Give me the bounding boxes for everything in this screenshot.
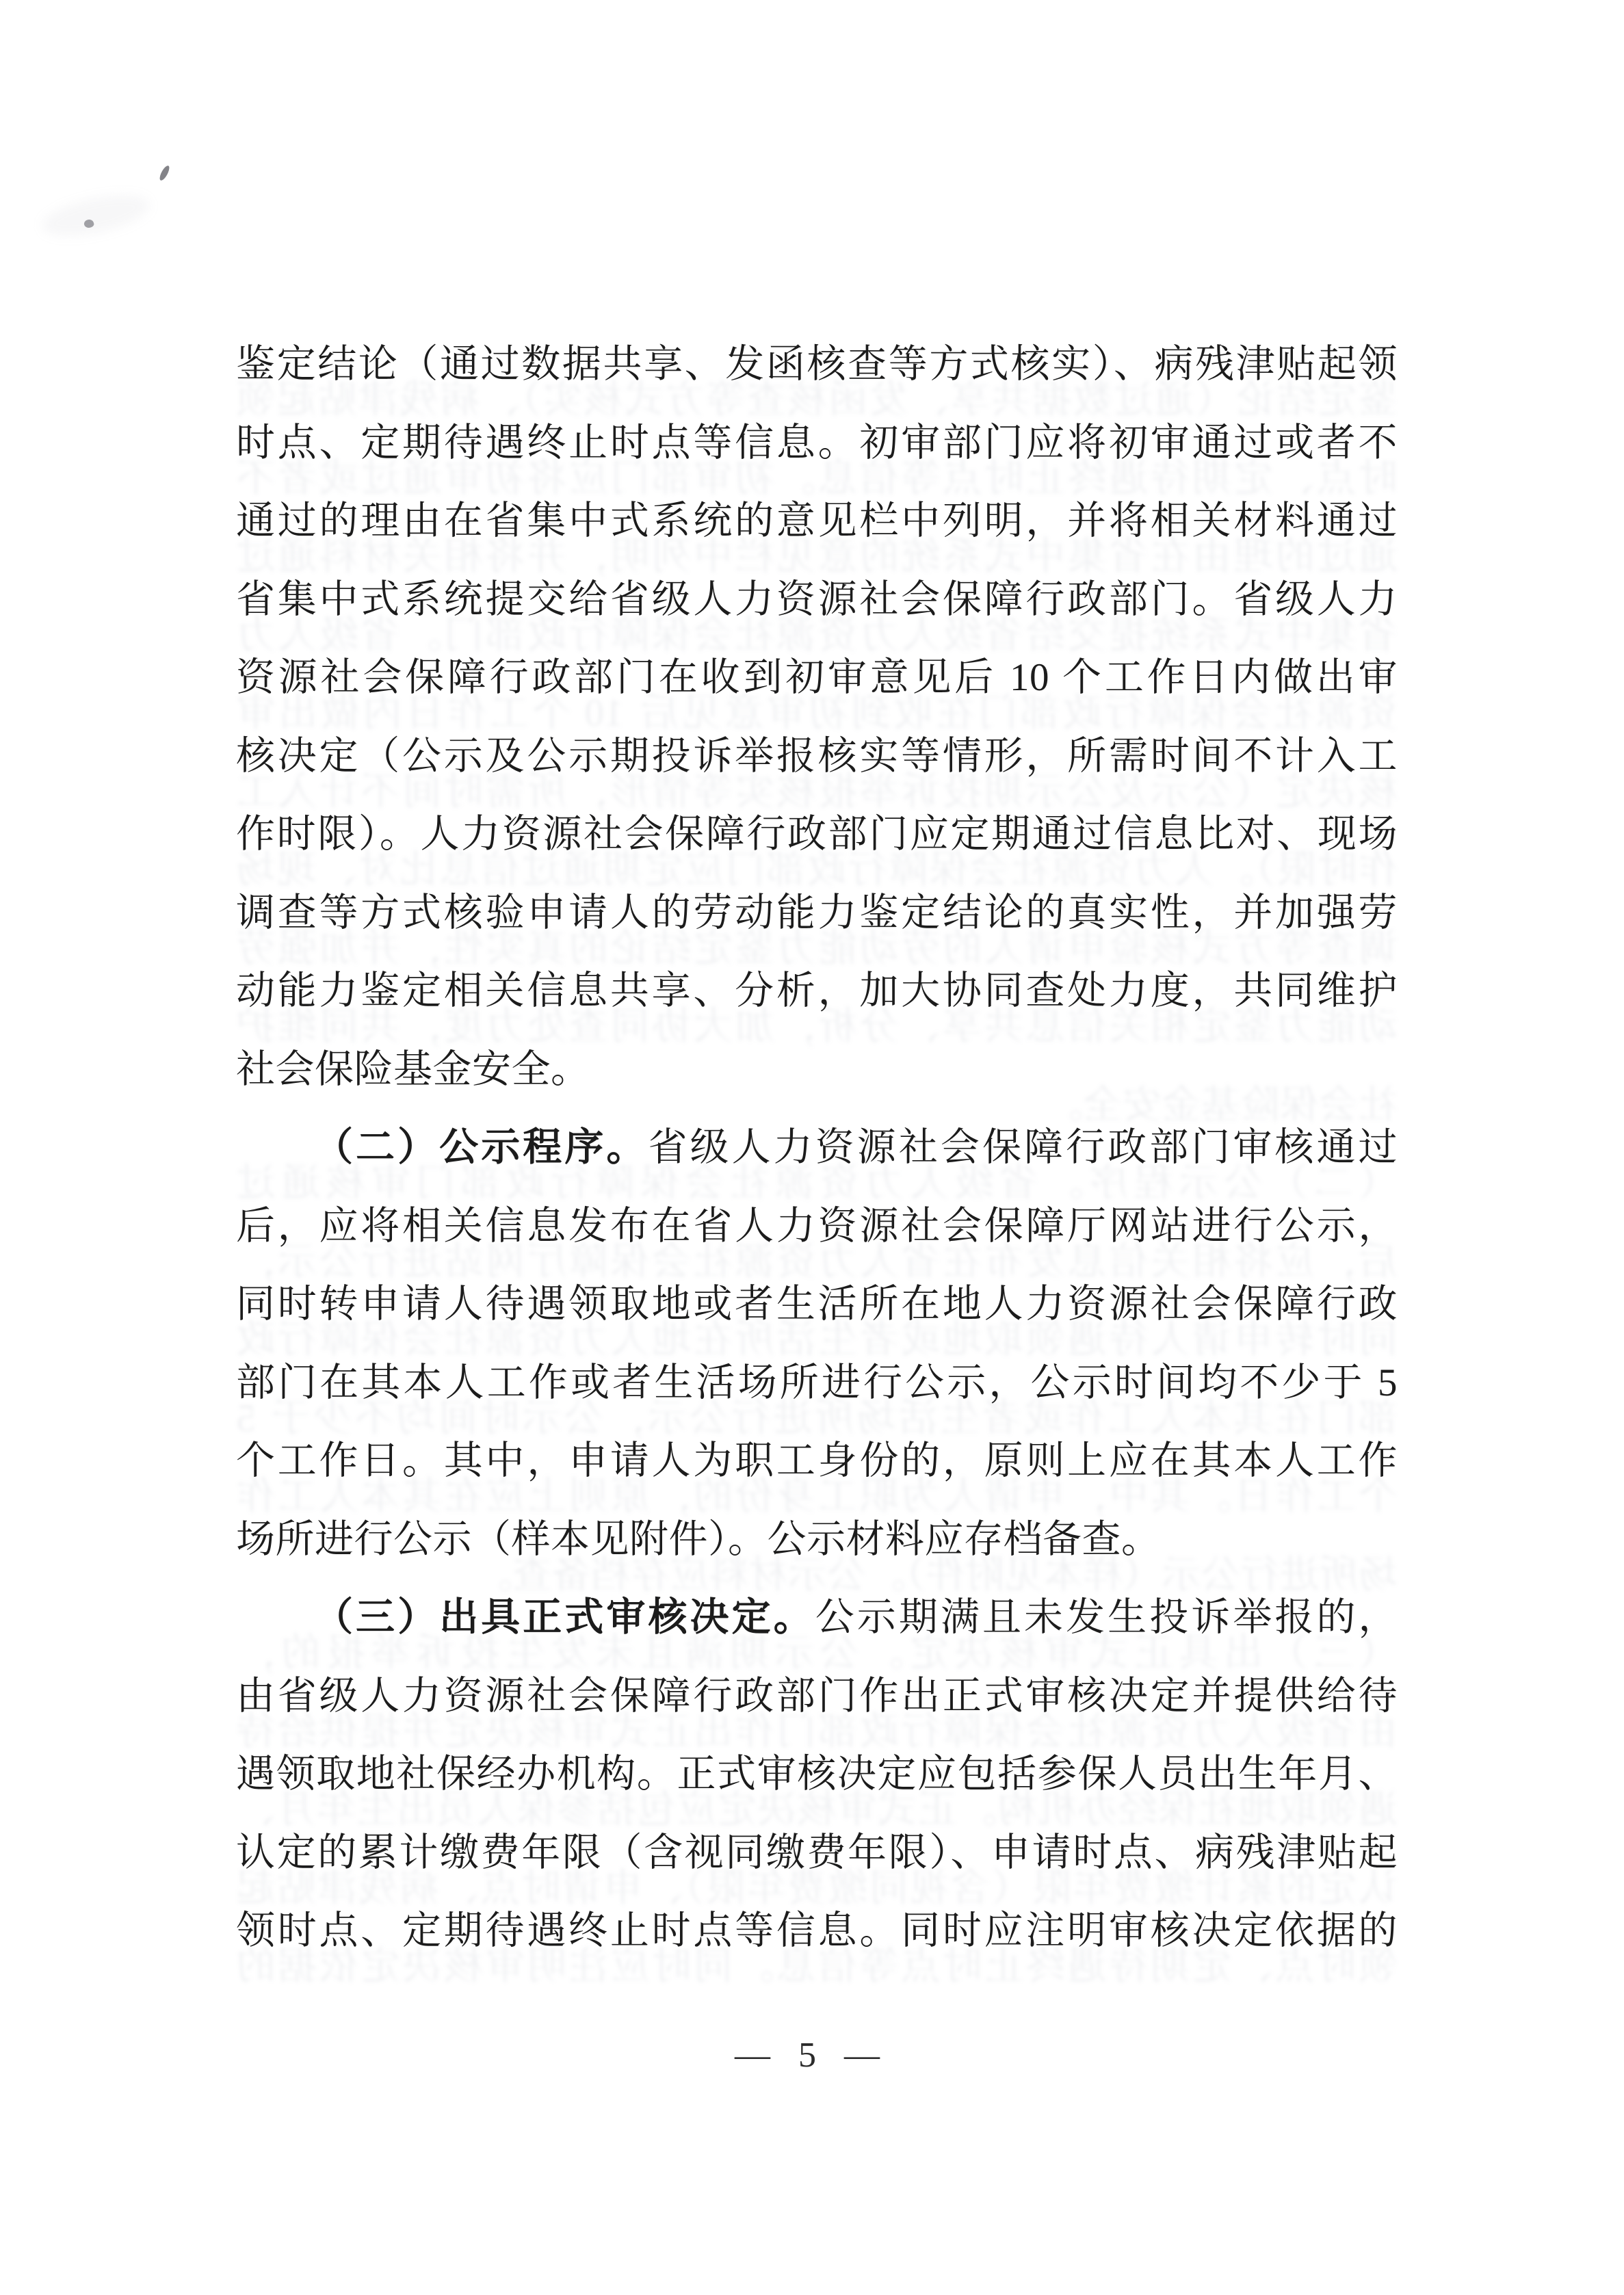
paragraph-heading: （二）公示程序。 bbox=[314, 1126, 649, 1169]
text-segment: 后，应将相关信息发布在省人力资源社会保障厅网站进行公示， bbox=[236, 1204, 1398, 1248]
text-segment: 鉴定结论（通过数据共享、发函核查等方式核实）、病残津贴起领 bbox=[236, 343, 1398, 386]
text-line bbox=[236, 1814, 1398, 1893]
text-segment: 时点、定期待遇终止时点等信息。初审部门应将初审通过或者不 bbox=[236, 421, 1398, 464]
text-segment: 作时限）。人力资源社会保障行政部门应定期通过信息比对、现场 bbox=[236, 813, 1398, 856]
text-line bbox=[236, 482, 1398, 561]
ink-speck bbox=[159, 164, 171, 182]
text-line bbox=[236, 1422, 1398, 1501]
text-segment: 由省级人力资源社会保障行政部门作出正式审核决定并提供给待 bbox=[236, 1674, 1398, 1718]
text-segment: 社会保险基金安全。 bbox=[236, 1047, 590, 1091]
text-segment: 公示期满且未发生投诉举报的， bbox=[815, 1596, 1398, 1639]
text-segment: 场所进行公示（样本见附件）。公示材料应存档备查。 bbox=[236, 1517, 1161, 1561]
text-segment: 调查等方式核验申请人的劳动能力鉴定结论的真实性，并加强劳 bbox=[236, 891, 1398, 934]
text-line bbox=[236, 639, 1398, 718]
text-segment: 认定的累计缴费年限（含视同缴费年限）、申请时点、病残津贴起 bbox=[236, 1831, 1398, 1874]
text-segment: 省集中式系统提交给省级人力资源社会保障行政部门。省级人力 bbox=[236, 577, 1398, 621]
text-segment: 省级人力资源社会保障行政部门审核通过 bbox=[648, 1126, 1398, 1169]
text-segment: 核决定（公示及公示期投诉举报核实等情形，所需时间不计入工 bbox=[236, 734, 1398, 778]
page-text bbox=[236, 326, 1398, 1971]
text-line bbox=[236, 1344, 1398, 1423]
page-footer bbox=[0, 2035, 1624, 2075]
text-line bbox=[236, 1735, 1398, 1814]
text-line bbox=[236, 561, 1398, 640]
text-line bbox=[236, 1892, 1398, 1971]
text-segment: 资源社会保障行政部门在收到初审意见后 10 个工作日内做出审 bbox=[236, 656, 1398, 699]
text-segment: 遇领取地社保经办机构。正式审核决定应包括参保人员出生年月、 bbox=[236, 1753, 1398, 1796]
text-line bbox=[236, 1109, 1398, 1188]
scan-smudge bbox=[39, 187, 153, 244]
text-segment: 通过的理由在省集中式系统的意见栏中列明，并将相关材料通过 bbox=[236, 499, 1398, 542]
text-segment: 个工作日。其中，申请人为职工身份的，原则上应在其本人工作 bbox=[236, 1439, 1398, 1482]
text-line bbox=[236, 1657, 1398, 1736]
text-line bbox=[236, 1188, 1398, 1266]
text-line bbox=[236, 718, 1398, 796]
text-line bbox=[236, 874, 1398, 953]
ink-speck bbox=[83, 218, 94, 229]
text-line bbox=[236, 404, 1398, 483]
text-line bbox=[236, 1501, 1398, 1579]
text-line bbox=[236, 796, 1398, 874]
text-line bbox=[236, 326, 1398, 404]
text-line bbox=[236, 1579, 1398, 1657]
text-segment: 领时点、定期待遇终止时点等信息。同时应注明审核决定依据的 bbox=[236, 1909, 1398, 1952]
text-segment: 同时转申请人待遇领取地或者生活所在地人力资源社会保障行政 bbox=[236, 1283, 1398, 1326]
text-line bbox=[236, 952, 1398, 1031]
page-number: — 5 — bbox=[735, 2036, 889, 2075]
paragraph-heading: （三）出具正式审核决定。 bbox=[314, 1596, 815, 1639]
text-line bbox=[236, 1265, 1398, 1344]
text-line bbox=[236, 1031, 1398, 1110]
text-segment: 动能力鉴定相关信息共享、分析，加大协同查处力度，共同维护 bbox=[236, 969, 1398, 1012]
text-segment: 部门在其本人工作或者生活场所进行公示，公示时间均不少于 5 bbox=[236, 1361, 1398, 1404]
